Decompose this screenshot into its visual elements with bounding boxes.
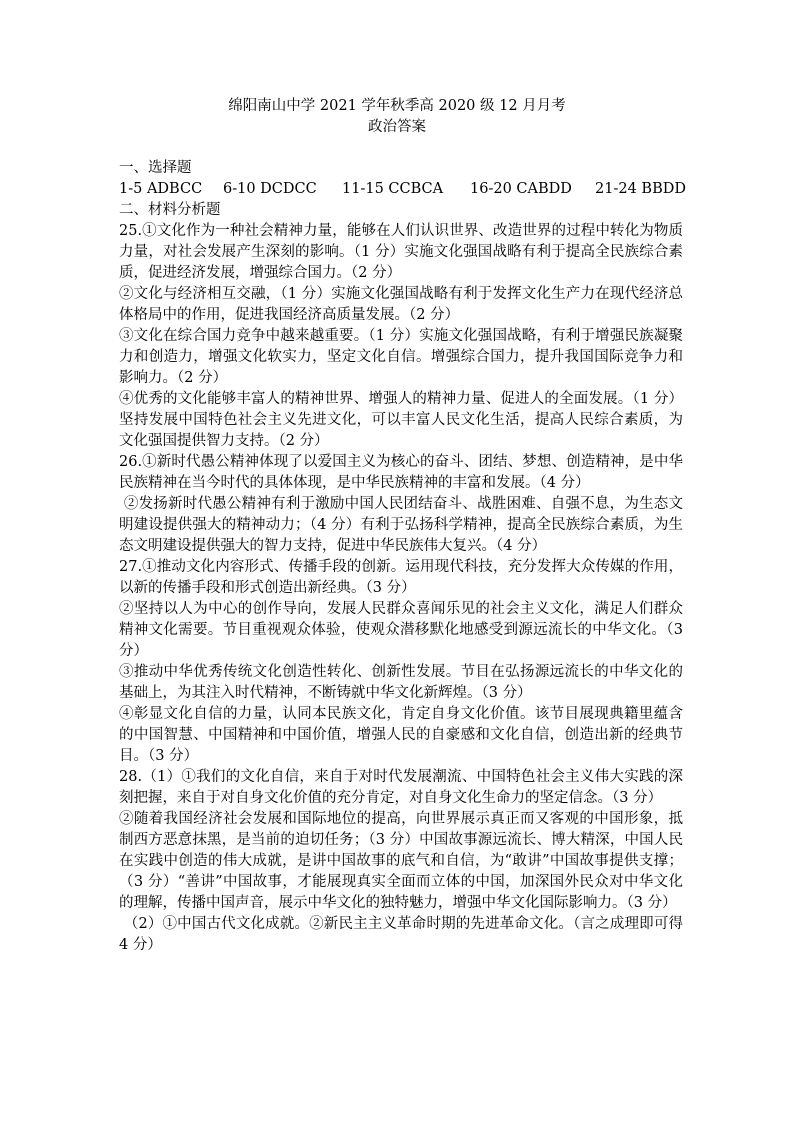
answer-paragraph: ③文化在综合国力竞争中越来越重要。（1 分）实施文化强国战略，有利于增强民族凝聚力和创造力，增强文化软实力，坚定文化自信。增强综合国力，提升我国国际竞争力和影响力。（2 分） bbox=[119, 328, 683, 386]
answer-paragraph: ④彰显文化自信的力量，认同本民族文化，肯定自身文化价值。该节目展现典籍里蕴含的中国智慧、中国精神和中国价值，增强人民的自豪感和文化自信，创造出新的经典节目。（3 分） bbox=[119, 706, 683, 764]
answer-paragraph: ②随着我国经济社会发展和国际地位的提高，向世界展示真正而又客观的中国形象，抵制西方恶意抹黑，是当前的迫切任务；（3 分）中国故事源远流长、博大精深，中国人民在实践中创造的伟大成就，是讲中国故事的底气和自信，为“敢讲”中国故事提供支撑；（3 分）“善讲”中国故事，才能展现真实全面而立体的中国，加深国外民众对中华文化的理解，传播中国声音，展示中华文化的独特魅力，增强中华文化国际影响力。（3 分） bbox=[119, 811, 683, 911]
answer-paragraph: 26.①新时代愚公精神体现了以爱国主义为核心的奋斗、团结、梦想、创造精神，是中华民族精神在当今时代的具体体现，是中华民族精神的丰富和发展。（4 分） bbox=[119, 454, 683, 491]
section-heading-material-analysis: 二、材料分析题 bbox=[119, 202, 221, 218]
answer-paragraph: （2）①中国古代文化成就。②新民主主义革命时期的先进革命文化。（言之成理即可得 4 分） bbox=[119, 916, 688, 953]
answer-group: 11-15 CCBCA bbox=[342, 181, 444, 197]
answer-paragraph: 27.①推动文化内容形式、传播手段的创新。运用现代科技，充分发挥大众传媒的作用，以新的传播手段和形式创造出新经典。（3 分） bbox=[119, 559, 683, 596]
answer-paragraph: 28.（1）①我们的文化自信，来自于对时代发展潮流、中国特色社会主义伟大实践的深刻把握，来自于对自身文化价值的充分肯定，对自身文化生命力的坚定信念。（3 分） bbox=[119, 769, 683, 806]
answer-paragraph: ③推动中华优秀传统文化创造性转化、创新性发展。节目在弘扬源远流长的中华文化的基础上，为其注入时代精神，不断铸就中华文化新辉煌。（3 分） bbox=[119, 664, 683, 701]
answer-paragraph: ②文化与经济相互交融，（1 分）实施文化强国战略有利于发挥文化生产力在现代经济总体格局中的作用，促进我国经济高质量发展。（2 分） bbox=[119, 286, 683, 323]
answer-content bbox=[119, 158, 688, 956]
multiple-choice-answers bbox=[119, 179, 686, 200]
answer-group: 16-20 CABDD bbox=[470, 181, 572, 197]
document-header bbox=[0, 96, 794, 138]
document-subtitle: 政治答案 bbox=[368, 119, 426, 135]
document-title: 绵阳南山中学 2021 学年秋季高 2020 级 12 月月考 bbox=[228, 98, 566, 114]
answer-paragraph: ④优秀的文化能够丰富人的精神世界、增强人的精神力量、促进人的全面发展。（1 分）坚持发展中国特色社会主义先进文化，可以丰富人民文化生活，提高人民综合素质，为文化强国提供智力支持。（2 分） bbox=[119, 391, 683, 449]
answer-paragraph: ②发扬新时代愚公精神有利于激励中国人民团结奋斗、战胜困难、自强不息，为生态文明建设提供强大的精神动力；（4 分）有利于弘扬科学精神，提高全民族综合素质，为生态文明建设提供强大的智力支持，促进中华民族伟大复兴。（4 分） bbox=[119, 496, 684, 554]
answer-group: 21-24 BBDD bbox=[595, 181, 686, 197]
section-heading-multiple-choice: 一、选择题 bbox=[119, 160, 192, 176]
answer-paragraph: 25.①文化作为一种社会精神力量，能够在人们认识世界、改造世界的过程中转化为物质力量，对社会发展产生深刻的影响。（1 分）实施文化强国战略有利于提高全民族综合素质，促进经济发展，增强综合国力。（2 分） bbox=[119, 223, 683, 281]
answer-group: 1-5 ADBCC bbox=[119, 181, 203, 197]
answer-paragraph: ②坚持以人为中心的创作导向，发展人民群众喜闻乐见的社会主义文化，满足人们群众精神文化需要。节目重视观众体验，使观众潜移默化地感受到源远流长的中华文化。（3 分） bbox=[119, 601, 688, 659]
answer-group: 6-10 DCDCC bbox=[223, 181, 317, 197]
